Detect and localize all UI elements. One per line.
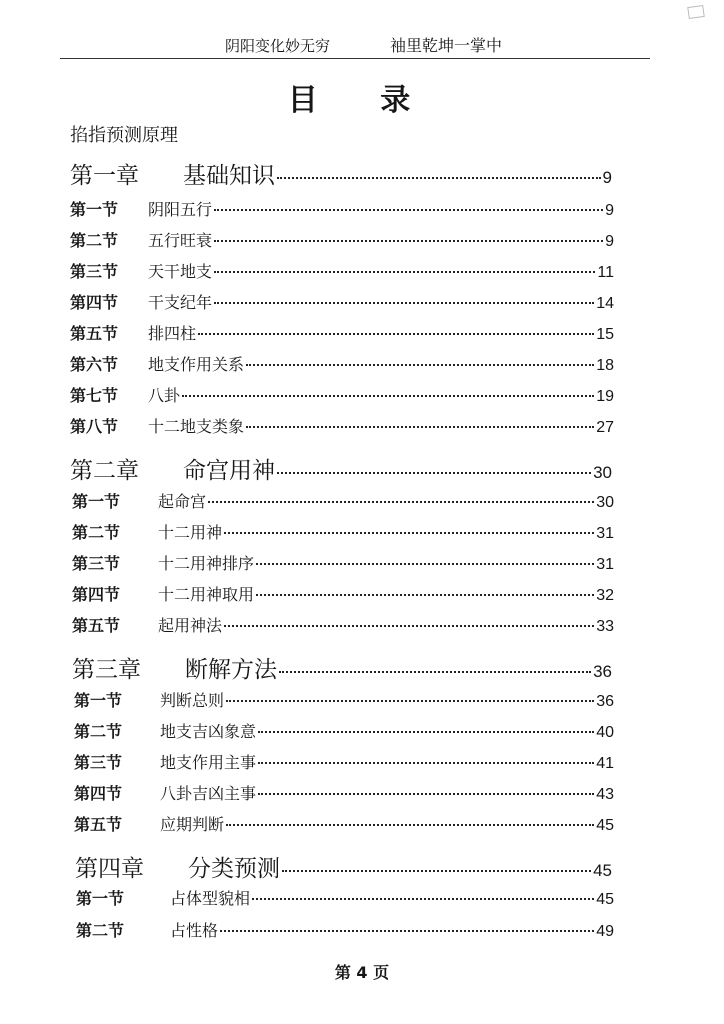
section-title: 地支作用主事 <box>160 753 257 772</box>
page-number: 9 <box>602 168 612 187</box>
page-number: 9 <box>605 202 614 219</box>
section-number: 第五节 <box>70 324 119 343</box>
section-title: 十二用神 <box>158 523 223 542</box>
dot-leader <box>279 671 591 673</box>
section-number: 第五节 <box>74 815 123 834</box>
toc-chapter-row[interactable] <box>72 651 612 684</box>
dot-leader <box>226 824 594 826</box>
section-number: 第八节 <box>70 417 119 436</box>
toc-chapter-row[interactable] <box>75 850 612 883</box>
toc-section-row[interactable] <box>72 582 614 605</box>
page-number: 45 <box>596 891 614 908</box>
section-title: 八卦 <box>148 386 181 405</box>
section-title: 判断总则 <box>160 691 225 710</box>
dot-leader <box>214 302 594 304</box>
header-left-text: 阴阳变化妙无穷 <box>225 37 331 55</box>
section-title: 占体型貌相 <box>170 889 251 908</box>
toc-section-row[interactable] <box>74 719 614 742</box>
chapter-number: 第二章 <box>70 458 139 484</box>
chapter-number: 第三章 <box>72 657 141 683</box>
page-number: 19 <box>596 388 614 405</box>
section-number: 第三节 <box>74 753 123 772</box>
section-number: 第二节 <box>70 231 119 250</box>
page-number: 15 <box>596 326 614 343</box>
section-title: 阴阳五行 <box>148 200 213 219</box>
section-number: 第六节 <box>70 355 119 374</box>
section-title: 起命宫 <box>158 492 207 511</box>
dot-leader <box>224 625 594 627</box>
page-number: 18 <box>596 357 614 374</box>
section-number: 第一节 <box>76 889 125 908</box>
section-title: 地支作用关系 <box>148 355 245 374</box>
page-number-footer: 第 4 页 <box>334 963 390 982</box>
section-number: 第四节 <box>74 784 123 803</box>
dot-leader <box>258 731 594 733</box>
dot-leader <box>208 501 594 503</box>
dot-leader <box>198 333 594 335</box>
page-title: 目 录 <box>287 83 437 118</box>
chapter-title: 断解方法 <box>185 657 277 683</box>
page-number: 40 <box>596 724 614 741</box>
toc-section-row[interactable] <box>72 520 614 543</box>
section-number: 第三节 <box>72 554 121 573</box>
chapter-number: 第一章 <box>70 163 139 189</box>
dot-leader <box>220 930 594 932</box>
dot-leader <box>246 426 594 428</box>
toc-section-row[interactable] <box>70 321 614 344</box>
chapter-title: 分类预测 <box>188 856 280 882</box>
section-number: 第二节 <box>76 921 125 940</box>
page-number: 41 <box>596 755 614 772</box>
toc-section-row[interactable] <box>76 918 614 941</box>
page-number: 32 <box>596 587 614 604</box>
section-title: 十二用神排序 <box>158 554 255 573</box>
section-number: 第二节 <box>72 523 121 542</box>
page-number: 9 <box>605 233 614 250</box>
toc-section-row[interactable] <box>70 290 614 313</box>
dot-leader <box>258 793 594 795</box>
dot-leader <box>214 209 603 211</box>
dot-leader <box>246 364 594 366</box>
dot-leader <box>277 177 601 179</box>
page-number: 43 <box>596 786 614 803</box>
section-number: 第四节 <box>70 293 119 312</box>
page-number: 36 <box>596 693 614 710</box>
toc-chapter-row[interactable] <box>70 452 612 485</box>
toc-section-row[interactable] <box>72 613 614 636</box>
dot-leader <box>214 240 603 242</box>
toc-section-row[interactable] <box>74 781 614 804</box>
section-number: 第五节 <box>72 616 121 635</box>
page-number: 31 <box>596 556 614 573</box>
page-number: 33 <box>596 618 614 635</box>
section-title: 干支纪年 <box>148 293 213 312</box>
page-number: 49 <box>596 923 614 940</box>
section-title: 地支吉凶象意 <box>160 722 257 741</box>
chapter-title: 基础知识 <box>183 163 275 189</box>
section-title: 天干地支 <box>148 262 213 281</box>
section-title: 十二地支类象 <box>148 417 245 436</box>
toc-section-row[interactable] <box>70 352 614 375</box>
section-title: 八卦吉凶主事 <box>160 784 257 803</box>
toc-section-row[interactable] <box>76 886 614 909</box>
section-title: 排四柱 <box>148 324 197 343</box>
dot-leader <box>214 271 595 273</box>
page-number: 30 <box>596 494 614 511</box>
section-title: 十二用神取用 <box>158 585 255 604</box>
section-title: 占性格 <box>170 921 219 940</box>
toc-section-row[interactable] <box>70 383 614 406</box>
toc-section-row[interactable] <box>70 259 614 282</box>
page-number: 36 <box>593 662 612 681</box>
dot-leader <box>252 898 594 900</box>
toc-section-row[interactable] <box>70 414 614 437</box>
toc-section-row[interactable] <box>72 489 614 512</box>
section-number: 第一节 <box>74 691 123 710</box>
section-title: 起用神法 <box>158 616 223 635</box>
page-number: 11 <box>597 264 614 281</box>
section-title: 五行旺衰 <box>148 231 213 250</box>
page-number: 14 <box>596 295 614 312</box>
section-title: 应期判断 <box>160 815 225 834</box>
section-number: 第二节 <box>74 722 123 741</box>
dot-leader <box>224 532 594 534</box>
toc-section-row[interactable] <box>70 228 614 251</box>
dot-leader <box>256 563 594 565</box>
toc-chapter-row[interactable] <box>70 157 612 190</box>
section-number: 第七节 <box>70 386 119 405</box>
page-number: 27 <box>596 419 614 436</box>
header-right-text: 袖里乾坤一掌中 <box>390 36 503 55</box>
toc-section-row[interactable] <box>74 688 614 711</box>
chapter-number: 第四章 <box>75 856 144 882</box>
dot-leader <box>182 395 594 397</box>
section-number: 第一节 <box>72 492 121 511</box>
page-number: 30 <box>593 463 612 482</box>
toc-section-row[interactable] <box>74 750 614 773</box>
chapter-title: 命宫用神 <box>183 458 275 484</box>
section-number: 第一节 <box>70 200 119 219</box>
page-number: 31 <box>596 525 614 542</box>
dot-leader <box>282 870 591 872</box>
toc-section-row[interactable] <box>74 812 614 835</box>
toc-section-row[interactable] <box>70 197 614 220</box>
page-number: 45 <box>593 861 612 880</box>
section-number: 第三节 <box>70 262 119 281</box>
toc-section-row[interactable] <box>72 551 614 574</box>
dot-leader <box>277 472 591 474</box>
dot-leader <box>258 762 594 764</box>
dot-leader <box>256 594 594 596</box>
dot-leader <box>226 700 594 702</box>
page-number: 45 <box>596 817 614 834</box>
toc-subtitle: 掐指预测原理 <box>70 125 178 146</box>
section-number: 第四节 <box>72 585 121 604</box>
